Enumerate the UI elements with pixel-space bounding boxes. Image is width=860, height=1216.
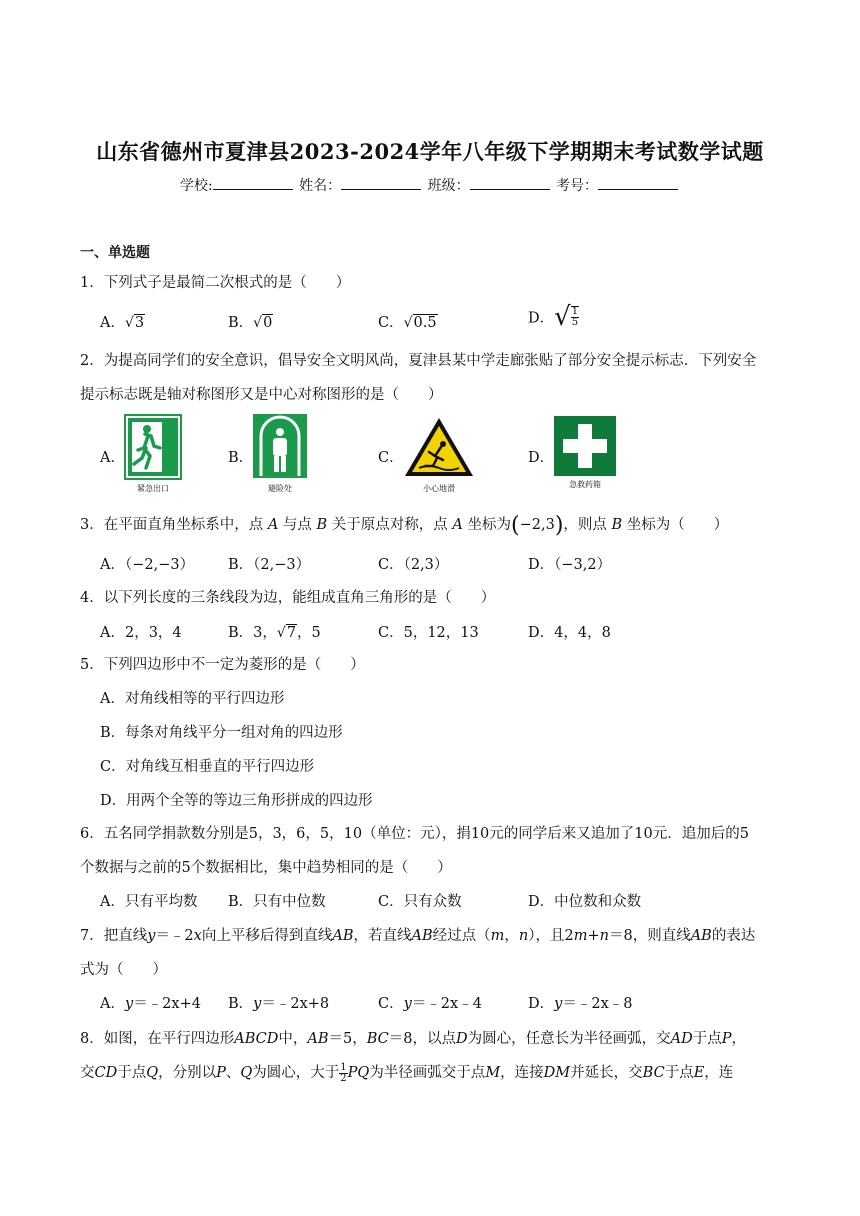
q8-var: AB [307,1031,329,1047]
q2-caption-c: 小心地滑 [423,484,455,493]
q7-var-ab: AB [411,928,433,944]
q8-var: P [721,1031,732,1047]
q4-b-text: ，5 [297,625,321,641]
q4-option-b[interactable] [228,621,321,642]
q7-text: ＝8，则直线 [608,928,691,944]
q8-text: 交 [80,1065,95,1081]
q7-text: ），且2 [528,928,574,944]
q8-var: DM [543,1065,571,1081]
q7-text: 经过点（ [432,928,491,944]
q7-c-label: C． [378,996,404,1012]
q6-option-c[interactable]: C．只有众数 [378,894,462,910]
q7-var-ab: AB [332,928,354,944]
q3-var-b: B [611,517,623,533]
q1-option-a[interactable] [100,311,145,332]
q7-a-eq: ＝﹣2x+4 [133,996,201,1012]
q8-text: ， [731,1031,747,1047]
q1-d-label: D． [528,310,555,327]
q8-line2 [80,1061,733,1084]
q3-text: 3．在平面直角坐标系中，点 [80,517,268,533]
q4-b-text: B．3， [228,625,277,641]
q8-text: ，分别以 [158,1065,217,1081]
page-title: 山东省德州市夏津县2023-2024学年八年级下学期期末考试数学试题 [96,139,764,164]
right-paren-icon: ) [554,513,564,538]
q8-text: 8．如图，在平行四边形 [80,1031,235,1047]
q2-option-b-label[interactable]: B． [228,450,254,466]
q4-option-d[interactable]: D．4，4，8 [528,625,611,641]
q7-text: ＝﹣2 [155,928,194,944]
q8-text: 于点 [692,1031,722,1047]
q8-var: Q [146,1065,159,1081]
half-numerator: 1 [340,1061,347,1073]
class-blank[interactable] [470,175,550,190]
q1-d-fraction [571,306,579,328]
q1-option-d[interactable] [528,302,579,332]
q3-option-a[interactable]: A．（−2,−3） [100,557,195,573]
half-fraction [339,1063,347,1084]
q7-text: 7．把直线 [80,928,148,944]
q8-text: 并延长，交 [570,1065,643,1081]
q7-d-label: D． [528,996,555,1012]
q8-text: 、 [225,1065,241,1081]
q6-line1: 6．五名同学捐款数分别是5，3，6，5，10（单位：元），捐10元的同学后来又追加了10元．追加后的5 [80,826,749,842]
q4-b-radicand: 7 [286,625,297,641]
q7-var-m: m [573,928,588,944]
q7-option-a[interactable] [100,992,201,1013]
q6-option-b[interactable]: B．只有中位数 [228,894,326,910]
slippery-floor-sign-icon [403,416,475,478]
q7-b-label: B． [228,996,254,1012]
q8-var: PQ [347,1065,370,1081]
sqrt-icon: √ [253,315,263,331]
q7-option-d[interactable] [528,992,632,1013]
q8-var: CD [94,1065,118,1081]
school-blank[interactable] [213,175,293,190]
q6-option-d[interactable]: D．中位数和众数 [528,894,642,910]
sqrt-icon: √ [554,302,571,332]
refuge-area-sign-icon [253,414,307,478]
q2-caption-b: 避险处 [268,484,292,493]
sqrt-icon: √ [276,625,286,641]
q3-option-d[interactable]: D．（−3,2） [528,557,612,573]
q7-d-eq: ＝﹣2x﹣8 [562,996,633,1012]
q8-text: 于点 [664,1065,694,1081]
q8-var: BC [366,1031,389,1047]
q7-b-eq: ＝﹣2x+8 [261,996,330,1012]
q8-text: 为圆心，任意长为半径画弧，交 [467,1031,671,1047]
q5-option-d[interactable]: D．用两个全等的等边三角形拼成的四边形 [100,793,373,809]
q7-var-x: x [193,928,202,944]
emergency-exit-sign-icon [124,414,182,480]
q7-text: 向上平移后得到直线 [201,928,333,944]
sqrt-icon: √ [124,315,134,331]
q3-text: 坐标为（ ） [622,517,729,533]
number-blank[interactable] [598,175,678,190]
q8-line1 [80,1027,746,1048]
q5-option-c[interactable]: C．对角线互相垂直的平行四边形 [100,759,315,775]
q5-option-a[interactable]: A．对角线相等的平行四边形 [100,691,285,707]
q8-var: M [485,1065,501,1081]
q2-option-d-label[interactable]: D． [528,450,555,466]
q1-option-b[interactable] [228,311,273,332]
q3-text: 坐标为 [462,517,512,533]
q8-var: AD [670,1031,693,1047]
q4-option-c[interactable]: C．5，12，13 [378,625,479,641]
q1-b-label: B． [228,315,254,331]
q7-var-y: y [554,996,563,1012]
q3-text: ，则点 [563,517,612,533]
q8-var: D [456,1031,468,1047]
q3-text: 与点 [278,517,317,533]
q1-c-radicand: 0.5 [413,315,437,331]
q5-option-b[interactable]: B．每条对角线平分一组对角的四边形 [100,725,343,741]
q7-option-b[interactable] [228,992,329,1013]
q7-var-y: y [253,996,262,1012]
q3-var-a: A [452,517,463,533]
q8-text: ＝5， [328,1031,367,1047]
q8-text: 于点 [117,1065,147,1081]
q3-option-c[interactable]: C．（2,3） [378,557,449,573]
name-label: 姓名： [299,178,342,194]
q7-c-eq: ＝﹣2x﹣4 [411,996,482,1012]
q7-var-ab: AB [690,928,712,944]
number-label: 考号： [556,178,599,194]
q8-var: BC [642,1065,665,1081]
q8-var: ABCD [234,1031,279,1047]
q6-line2: 个数据与之前的5个数据相比，集中趋势相同的是（ ） [80,860,452,876]
q4-option-a[interactable]: A．2，3，4 [100,625,182,641]
q8-text: ，连 [704,1065,734,1081]
q3-stem [80,513,728,538]
q2-option-a-label[interactable]: A． [100,450,125,466]
student-info-row [0,175,860,195]
q7-var-n: n [599,928,609,944]
q6-option-a[interactable]: A．只有平均数 [100,894,198,910]
sqrt-icon: √ [403,315,413,331]
q8-text: 为圆心，大于 [252,1065,340,1081]
half-denominator: 2 [340,1072,347,1084]
q7-var-y: y [124,996,134,1012]
q3-var-b: B [316,517,328,533]
q8-var: Q [240,1065,253,1081]
q7-text: + [587,928,600,944]
q5-stem: 5．下列四边形中不一定为菱形的是（ ） [80,657,365,673]
q8-text: 为半径画弧交于点 [369,1065,486,1081]
q2-option-c-label[interactable]: C． [378,450,404,466]
q7-text: ， [504,928,519,944]
q8-var: P [216,1065,226,1081]
q3-var-a: A [267,517,279,533]
q7-a-label: A． [100,996,125,1012]
q4-stem: 4．以下列长度的三条线段为边，能组成直角三角形的是（ ） [80,590,496,606]
q8-text: ＝8，以点 [388,1031,456,1047]
q3-coordinate: −2,3 [519,517,555,533]
first-aid-sign-icon [554,416,616,476]
q7-option-c[interactable] [378,992,482,1013]
q8-var: E [693,1065,705,1081]
q8-text: ，连接 [500,1065,544,1081]
q2-line2: 提示标志既是轴对称图形又是中心对称图形的是（ ） [80,387,443,403]
q2-caption-d: 急救药箱 [569,480,601,489]
q7-line1 [80,924,755,945]
q1-c-label: C． [378,315,404,331]
q7-line2: 式为（ ） [80,962,167,978]
q3-text: 关于原点对称，点 [327,517,453,533]
q8-text: 中， [278,1031,308,1047]
q7-text: ，若直线 [353,928,412,944]
school-label: 学校: [179,178,213,194]
class-label: 班级： [427,178,470,194]
q7-var-n: n [518,928,529,944]
q2-line1: 2．为提高同学们的安全意识，倡导安全文明风尚，夏津县某中学走廊张贴了部分安全提示标志．下列安全 [80,353,757,369]
section-heading: 一、单选题 [80,245,150,261]
left-paren-icon: ( [511,513,520,538]
q1-b-radicand: 0 [263,315,273,331]
q1-stem: 1．下列式子是最简二次根式的是（ ） [80,275,351,291]
q7-text: 的表达 [711,928,756,944]
q1-a-label: A． [100,315,125,331]
q7-var-y: y [403,996,412,1012]
q2-caption-a: 紧急出口 [137,484,169,493]
q7-var-m: m [490,928,505,944]
name-blank[interactable] [341,175,421,190]
q3-option-b[interactable]: B．（2,−3） [228,557,311,573]
q7-var-y: y [147,928,156,944]
q1-d-denominator: 5 [571,317,579,328]
q1-d-numerator: 1 [571,306,579,317]
q1-option-c[interactable] [378,311,438,332]
q1-a-radicand: 3 [134,315,145,331]
